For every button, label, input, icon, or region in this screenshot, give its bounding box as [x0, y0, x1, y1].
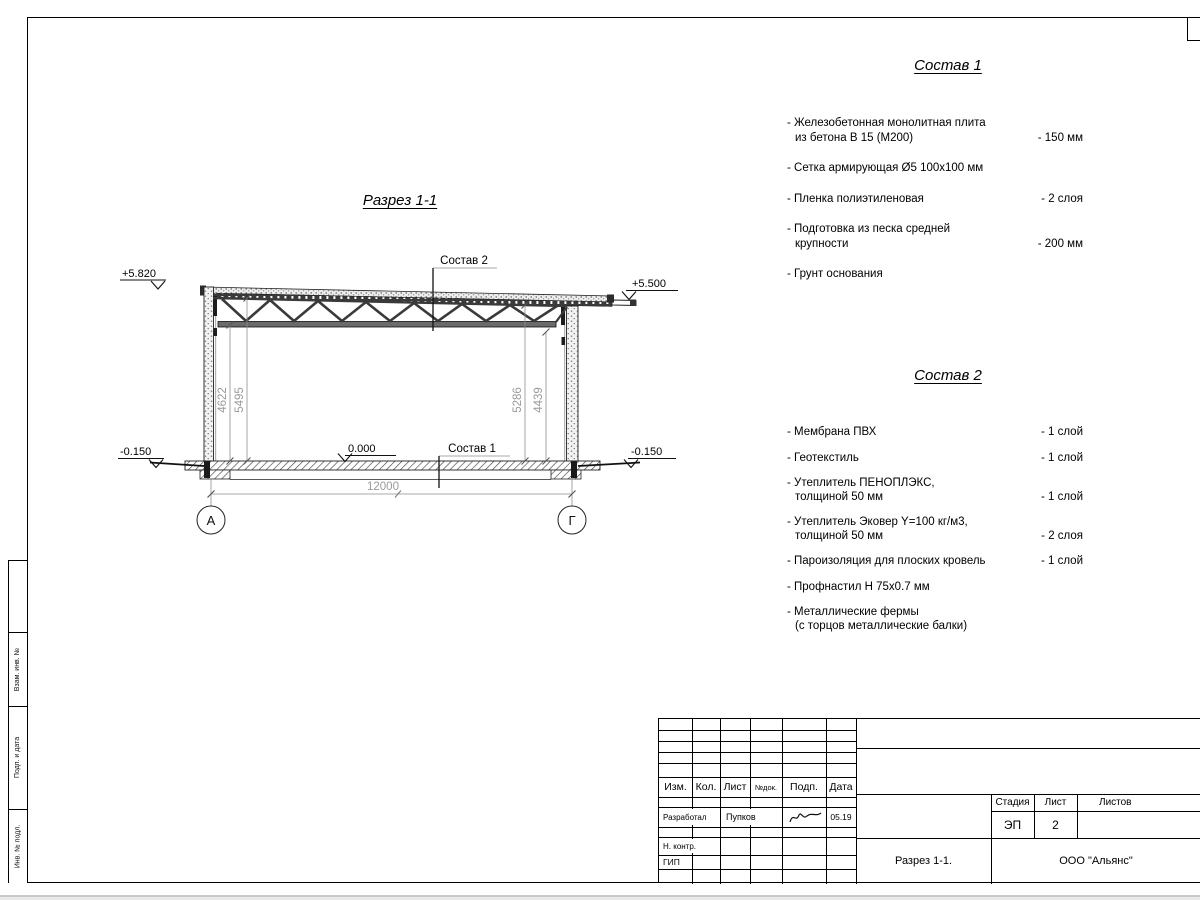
item-text: - Мембрана ПВХ	[787, 426, 877, 438]
tb-line	[750, 719, 751, 884]
tb-line	[659, 807, 856, 808]
tb-developer-name: Пупков	[723, 809, 779, 825]
sostav2-header: Состав 2	[914, 367, 982, 384]
item-text: - Сетка армирующая Ø5 100х100 мм	[787, 162, 984, 174]
tb-gip: ГИП	[660, 856, 690, 868]
tb-doc-name: Разрез 1-1.	[894, 855, 953, 867]
tb-org-name: ООО "Альянс"	[1059, 855, 1133, 867]
grid-axes	[197, 506, 586, 534]
item-text: - Утеплитель Эковер Y=100 кг/м3, толщиной 50 мм	[787, 516, 968, 542]
svg-text:4622: 4622	[217, 387, 229, 413]
tb-line	[659, 797, 856, 798]
section-title: Разрез 1-1	[362, 192, 438, 209]
axis-left-label: А	[206, 513, 216, 528]
item-text: - Утеплитель ПЕНОПЛЭКС, толщиной 50 мм	[787, 477, 935, 503]
item-value: - 1 слой	[1040, 451, 1083, 464]
item-text: - Пароизоляция для плоских кровель	[787, 555, 986, 567]
tb-developer-role: Разработал	[660, 809, 718, 825]
item-value: - 150 мм	[1037, 131, 1083, 144]
tb-stage-label: Стадия	[995, 797, 1030, 808]
svg-text:5286: 5286	[512, 387, 524, 413]
sostav1-header: Состав 1	[914, 57, 982, 74]
svg-text:Состав 1: Состав 1	[448, 443, 496, 455]
tb-nkontr: Н. контр.	[660, 839, 716, 853]
svg-text:Состав 2: Состав 2	[440, 255, 488, 267]
tb-line	[720, 719, 721, 884]
side-cell-vzam: Взам. инв. №	[14, 647, 21, 691]
item-text: - Металлические фермы (с торцов металлические балки)	[787, 606, 968, 632]
tb-line	[692, 719, 693, 884]
tb-line	[659, 752, 856, 753]
width-dimension	[208, 479, 576, 506]
floor-slab	[150, 461, 640, 480]
svg-text:12000: 12000	[367, 481, 399, 493]
tb-line	[659, 837, 856, 838]
item-text: - Железобетонная монолитная плита из бетона В 15 (М200)	[787, 117, 986, 144]
item-value: - 1 слой	[1040, 426, 1083, 438]
tb-line	[782, 719, 783, 884]
side-cell-podp: Подп. и дата	[14, 736, 22, 779]
tb-col-podp: Подп.	[790, 781, 818, 793]
tb-stage-value: ЭП	[1003, 817, 1022, 832]
tb-developer-date: 05.19	[830, 812, 852, 822]
svg-text:4439: 4439	[533, 387, 545, 413]
axis-right-label: Г	[568, 513, 576, 528]
tb-line	[659, 763, 856, 764]
tb-sheet-label: Лист	[1044, 797, 1067, 808]
item-value: - 1 слой	[1040, 490, 1083, 503]
tb-col-list: Лист	[723, 781, 747, 793]
tb-line	[659, 741, 856, 742]
tb-col-ndok: №док.	[755, 782, 777, 792]
svg-text:0.000: 0.000	[348, 443, 376, 455]
item-text: - Грунт основания	[787, 268, 883, 280]
item-value: - 1 слой	[1040, 555, 1083, 567]
side-cell-inv: Инв. № подл.	[14, 824, 22, 868]
height-dimension-labels	[217, 387, 545, 413]
tb-line	[659, 730, 856, 731]
tb-sheets-label: Листов	[1099, 797, 1132, 808]
svg-text:+5.500: +5.500	[632, 278, 666, 290]
item-text: - Профнастил Н 75х0.7 мм	[787, 580, 930, 593]
item-text: - Подготовка из песка средней крупности	[787, 223, 951, 250]
svg-text:-0.150: -0.150	[631, 446, 663, 458]
tb-line	[1077, 794, 1078, 838]
item-value: - 2 слоя	[1041, 192, 1083, 205]
tb-line	[826, 719, 827, 884]
tb-line	[659, 869, 856, 870]
item-value: - 200 мм	[1037, 237, 1083, 250]
item-text: - Геотекстиль	[787, 451, 859, 464]
tb-line	[856, 748, 1200, 749]
item-text: - Пленка полиэтиленовая	[787, 192, 924, 205]
item-value: - 2 слоя	[1041, 529, 1083, 542]
signature	[787, 810, 823, 825]
svg-text:-0.150: -0.150	[120, 446, 152, 458]
tb-sheet-value: 2	[1052, 817, 1059, 832]
svg-text:5495: 5495	[234, 387, 246, 413]
tb-col-kol: Кол.	[695, 781, 717, 793]
title-block	[658, 718, 1200, 883]
tb-col-data: Дата	[829, 781, 853, 793]
svg-text:+5.820: +5.820	[122, 268, 156, 280]
tb-line	[659, 827, 856, 828]
tb-col-izm: Изм.	[664, 781, 687, 793]
